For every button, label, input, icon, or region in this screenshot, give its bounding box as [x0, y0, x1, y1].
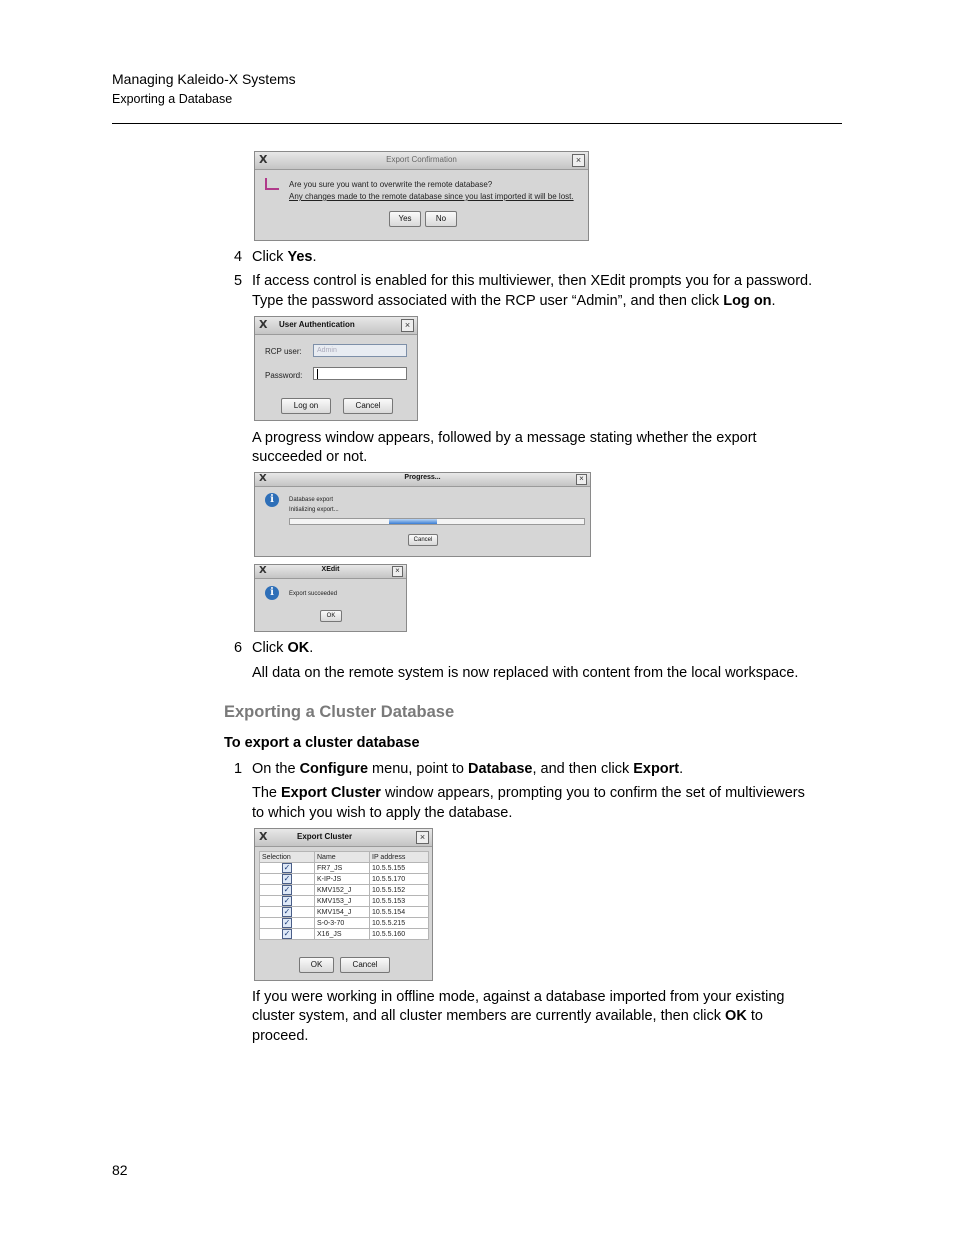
- xedit-logo-icon: X: [259, 565, 267, 576]
- row-name: K-IP-JS: [315, 874, 370, 885]
- ui-term: Export Cluster: [281, 785, 381, 801]
- xedit-message: Export succeeded: [289, 591, 338, 597]
- ui-term: OK: [287, 640, 310, 656]
- step-number: 5: [234, 273, 243, 289]
- user-authentication-dialog: [254, 316, 418, 421]
- table-row[interactable]: [260, 907, 429, 918]
- text: .: [771, 293, 776, 309]
- xedit-dialog: [254, 564, 407, 632]
- rcp-user-label: RCP user:: [265, 347, 302, 356]
- close-icon[interactable]: ×: [576, 474, 587, 485]
- xedit-logo-icon: X: [259, 318, 268, 331]
- progress-bar-indicator: [389, 519, 437, 524]
- final-line-2: [252, 1006, 763, 1026]
- table-row[interactable]: [260, 863, 429, 874]
- selection-checkbox[interactable]: ✓: [283, 907, 291, 916]
- step-4-text: [252, 247, 316, 267]
- row-ip: 10.5.5.160: [370, 929, 429, 940]
- xedit-logo-icon: X: [259, 153, 268, 166]
- ok-button[interactable]: OK: [320, 610, 342, 622]
- title-bar: [255, 152, 588, 170]
- row-name: KMV154_J: [315, 907, 370, 918]
- dialog-title: XEdit: [321, 566, 340, 573]
- ui-term: Database: [467, 761, 533, 777]
- selection-checkbox[interactable]: ✓: [283, 896, 291, 905]
- row-name: FR7_JS: [315, 863, 370, 874]
- step-5-line-2: [252, 291, 776, 311]
- confirmation-line-2: Any changes made to the remote database since you last imported it will be lost.: [289, 192, 574, 201]
- info-icon: i: [265, 586, 279, 600]
- section-heading: Exporting a Cluster Database: [224, 703, 455, 721]
- step-6-note: All data on the remote system is now replaced with content from the local workspace.: [252, 665, 799, 681]
- export-confirmation-dialog: [254, 151, 589, 241]
- cluster-table: [259, 851, 429, 940]
- selection-checkbox[interactable]: ✓: [283, 929, 291, 938]
- password-label: Password:: [265, 371, 303, 380]
- ui-term: OK: [725, 1008, 747, 1024]
- step-number: 4: [234, 249, 243, 265]
- warning-icon: [265, 178, 279, 190]
- table-row[interactable]: [260, 874, 429, 885]
- column-header-ip[interactable]: IP address: [370, 852, 429, 863]
- ui-term: Yes: [287, 249, 313, 265]
- row-ip: 10.5.5.155: [370, 863, 429, 874]
- text: Click: [252, 640, 288, 656]
- info-icon: i: [265, 493, 279, 507]
- selection-checkbox[interactable]: ✓: [283, 885, 291, 894]
- rcp-user-field[interactable]: Admin: [313, 344, 407, 357]
- text: menu, point to: [368, 761, 468, 777]
- text-cursor: [317, 369, 318, 379]
- row-name: KMV152_J: [315, 885, 370, 896]
- dialog-title: User Authentication: [279, 320, 355, 329]
- step-number: 1: [234, 761, 243, 777]
- yes-button[interactable]: Yes: [389, 211, 421, 227]
- table-header-row: [260, 852, 429, 863]
- table-row[interactable]: [260, 896, 429, 907]
- text: Type the password associated with the RCP user “Admin”, and then click: [252, 293, 724, 309]
- text: .: [312, 249, 317, 265]
- close-icon[interactable]: ×: [401, 319, 414, 332]
- xedit-logo-icon: X: [259, 473, 267, 484]
- row-ip: 10.5.5.153: [370, 896, 429, 907]
- running-header-chapter: Managing Kaleido-X Systems: [112, 71, 296, 87]
- table-row[interactable]: [260, 918, 429, 929]
- title-bar: [255, 473, 590, 487]
- selection-checkbox[interactable]: ✓: [283, 918, 291, 927]
- log-on-button[interactable]: Log on: [281, 398, 331, 414]
- row-ip: 10.5.5.170: [370, 874, 429, 885]
- cluster-step-1-note-line-2: to which you wish to apply the database.: [252, 805, 513, 821]
- text: , and then click: [532, 761, 634, 777]
- export-cluster-dialog: [254, 828, 433, 981]
- close-icon[interactable]: ×: [392, 566, 403, 577]
- column-header-name[interactable]: Name: [315, 852, 370, 863]
- xedit-logo-icon: X: [259, 830, 268, 843]
- password-field[interactable]: [313, 367, 407, 380]
- table-row[interactable]: [260, 929, 429, 940]
- procedure-heading: To export a cluster database: [224, 735, 420, 751]
- dialog-title: Progress...: [404, 474, 441, 481]
- text: The: [252, 785, 282, 801]
- dialog-title: Export Confirmation: [386, 155, 457, 164]
- progress-dialog: [254, 472, 591, 557]
- title-bar: [255, 565, 406, 579]
- progress-line-2: Initializing export...: [289, 507, 339, 513]
- no-button[interactable]: No: [425, 211, 457, 227]
- row-ip: 10.5.5.152: [370, 885, 429, 896]
- ui-term: Export: [633, 761, 680, 777]
- text: Click: [252, 249, 288, 265]
- progress-bar: [289, 518, 585, 525]
- selection-checkbox[interactable]: ✓: [283, 863, 291, 872]
- text: window appears, prompting you to confirm the set of multiviewers: [380, 785, 805, 801]
- step-5-line-1: If access control is enabled for this multiviewer, then XEdit prompts you for a password.: [252, 273, 813, 289]
- close-icon[interactable]: ×: [416, 831, 429, 844]
- cluster-step-1-text: [252, 759, 683, 779]
- confirmation-line-1: Are you sure you want to overwrite the remote database?: [289, 180, 493, 189]
- close-icon[interactable]: ×: [572, 154, 585, 167]
- title-bar: [255, 317, 417, 335]
- cancel-button[interactable]: Cancel: [408, 534, 438, 546]
- dialog-title: Export Cluster: [297, 832, 353, 841]
- running-header-section: Exporting a Database: [112, 92, 233, 106]
- row-ip: 10.5.5.215: [370, 918, 429, 929]
- title-bar: [255, 829, 432, 847]
- progress-line-1: Database export: [289, 497, 334, 503]
- final-line-1: If you were working in offline mode, against a database imported from your existing: [252, 989, 785, 1005]
- progress-note-line-1: A progress window appears, followed by a message stating whether the export: [252, 430, 757, 446]
- header-rule: [112, 123, 842, 124]
- text: .: [679, 761, 684, 777]
- row-name: S-0-3-70: [315, 918, 370, 929]
- cancel-button[interactable]: Cancel: [343, 398, 393, 414]
- row-name: X16_JS: [315, 929, 370, 940]
- ok-button[interactable]: OK: [299, 957, 334, 973]
- column-header-selection[interactable]: Selection: [260, 852, 315, 863]
- step-6-text: [252, 638, 313, 658]
- row-name: KMV153_J: [315, 896, 370, 907]
- text: .: [309, 640, 314, 656]
- cluster-step-1-note-line-1: [252, 783, 805, 803]
- selection-checkbox[interactable]: ✓: [283, 874, 291, 883]
- row-ip: 10.5.5.154: [370, 907, 429, 918]
- cancel-button[interactable]: Cancel: [340, 957, 390, 973]
- ui-term: Configure: [299, 761, 369, 777]
- text: cluster system, and all cluster members are currently available, then click: [252, 1008, 726, 1024]
- page-number: 82: [112, 1162, 128, 1178]
- ui-term: Log on: [723, 293, 772, 309]
- text: On the: [252, 761, 300, 777]
- progress-note-line-2: succeeded or not.: [252, 449, 368, 465]
- table-row[interactable]: [260, 885, 429, 896]
- text: to: [746, 1008, 763, 1024]
- final-line-3: proceed.: [252, 1028, 309, 1044]
- step-number: 6: [234, 640, 243, 656]
